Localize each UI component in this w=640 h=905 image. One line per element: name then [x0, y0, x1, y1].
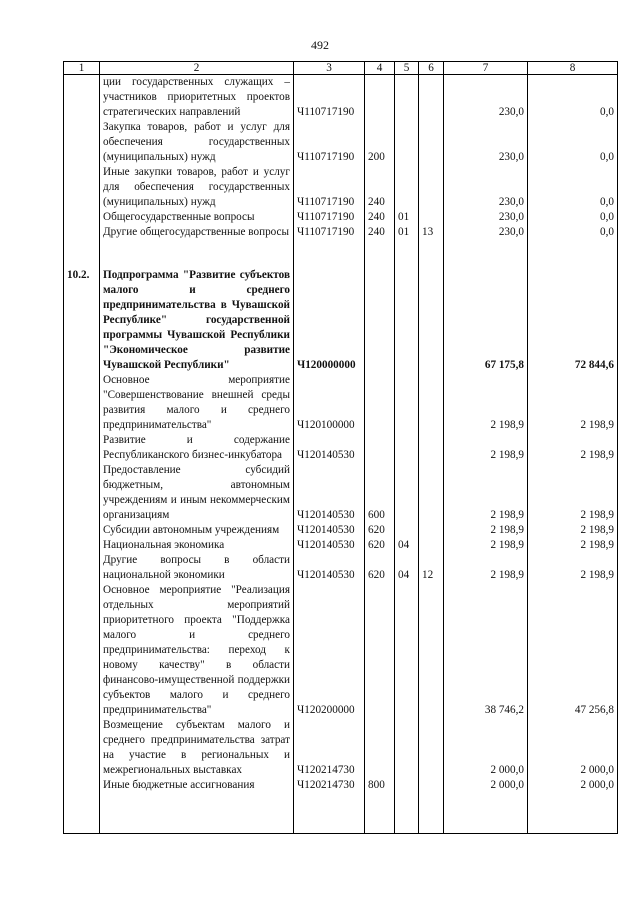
row-name: Развитие и содержание Республиканского бизнес-инкубатора	[100, 433, 294, 463]
table-row	[64, 268, 618, 373]
expense-type: 240	[365, 210, 395, 225]
sum-col-8: 0,0	[528, 165, 618, 210]
subsection: 13	[419, 225, 444, 240]
expense-type: 240	[365, 165, 395, 210]
expense-type	[365, 75, 395, 121]
row-number	[64, 553, 100, 583]
row-number	[64, 225, 100, 240]
section	[395, 523, 419, 538]
subsection	[419, 373, 444, 433]
col-header: 1	[64, 62, 100, 75]
expense-type: 600	[365, 463, 395, 523]
col-header: 2	[100, 62, 294, 75]
subsection	[419, 268, 444, 373]
row-name: Национальная экономика	[100, 538, 294, 553]
budget-table	[63, 61, 618, 834]
expense-type	[365, 433, 395, 463]
section	[395, 120, 419, 165]
sum-col-7: 2 000,0	[444, 778, 528, 793]
target-code: Ч120214730	[294, 718, 365, 778]
row-number	[64, 778, 100, 793]
col-header: 6	[419, 62, 444, 75]
sum-col-8: 72 844,6	[528, 268, 618, 373]
row-name: Возмещение субъектам малого и среднего предпринимательства затрат на участие в региональных и межрегиональных выставках	[100, 718, 294, 778]
row-number	[64, 583, 100, 718]
table-row	[64, 225, 618, 240]
subsection: 12	[419, 553, 444, 583]
row-number	[64, 523, 100, 538]
section	[395, 433, 419, 463]
row-name: Закупка товаров, работ и услуг для обеспечения государственных (муниципальных) нужд	[100, 120, 294, 165]
sum-col-7: 2 198,9	[444, 553, 528, 583]
sum-col-7: 2 198,9	[444, 433, 528, 463]
subsection	[419, 165, 444, 210]
expense-type	[365, 268, 395, 373]
table-row	[64, 523, 618, 538]
sum-col-8: 0,0	[528, 210, 618, 225]
row-number	[64, 718, 100, 778]
subsection	[419, 538, 444, 553]
sum-col-7: 230,0	[444, 75, 528, 121]
section	[395, 583, 419, 718]
sum-col-7: 230,0	[444, 165, 528, 210]
page-number: 492	[311, 38, 329, 52]
col-header: 4	[365, 62, 395, 75]
target-code: Ч120140530	[294, 553, 365, 583]
table-row	[64, 553, 618, 583]
row-name: Общегосударственные вопросы	[100, 210, 294, 225]
sum-col-8: 2 198,9	[528, 373, 618, 433]
subsection	[419, 523, 444, 538]
sum-col-8: 2 198,9	[528, 553, 618, 583]
row-number	[64, 120, 100, 165]
sum-col-8: 0,0	[528, 120, 618, 165]
row-name: ции государственных служащих – участников приоритетных проектов стратегических направлений	[100, 75, 294, 121]
table-row	[64, 75, 618, 121]
sum-col-8: 2 000,0	[528, 778, 618, 793]
sum-col-7: 67 175,8	[444, 268, 528, 373]
expense-type	[365, 373, 395, 433]
expense-type: 620	[365, 538, 395, 553]
sum-col-7: 38 746,2	[444, 583, 528, 718]
target-code: Ч120140530	[294, 538, 365, 553]
subsection	[419, 120, 444, 165]
target-code: Ч120200000	[294, 583, 365, 718]
expense-type	[365, 583, 395, 718]
sum-col-7: 230,0	[444, 210, 528, 225]
row-number	[64, 463, 100, 523]
target-code: Ч120140530	[294, 463, 365, 523]
sum-col-7: 2 198,9	[444, 523, 528, 538]
row-name: Подпрограмма "Развитие субъектов малого и среднего предпринимательства в Чувашской Республике" государственной программы Чувашской Республики "Экономическое развитие Чувашской Республики"	[100, 268, 294, 373]
section	[395, 718, 419, 778]
table-row	[64, 210, 618, 225]
sum-col-7: 2 198,9	[444, 538, 528, 553]
table-row	[64, 433, 618, 463]
section: 04	[395, 538, 419, 553]
table-row	[64, 463, 618, 523]
target-code: Ч110717190	[294, 165, 365, 210]
target-code: Ч120140530	[294, 523, 365, 538]
sum-col-7: 2 198,9	[444, 373, 528, 433]
expense-type: 620	[365, 553, 395, 583]
expense-type: 200	[365, 120, 395, 165]
row-number	[64, 373, 100, 433]
section	[395, 778, 419, 793]
subsection	[419, 433, 444, 463]
sum-col-8: 2 000,0	[528, 718, 618, 778]
target-code: Ч120140530	[294, 433, 365, 463]
subsection	[419, 75, 444, 121]
section	[395, 463, 419, 523]
subsection	[419, 583, 444, 718]
sum-col-8: 2 198,9	[528, 463, 618, 523]
spacer-row	[64, 240, 618, 268]
section	[395, 75, 419, 121]
target-code: Ч110717190	[294, 75, 365, 121]
row-name: Другие общегосударственные вопросы	[100, 225, 294, 240]
target-code: Ч110717190	[294, 225, 365, 240]
sum-col-8: 2 198,9	[528, 433, 618, 463]
row-number	[64, 165, 100, 210]
table-row	[64, 718, 618, 778]
sum-col-7: 2 198,9	[444, 463, 528, 523]
row-number	[64, 538, 100, 553]
target-code: Ч120000000	[294, 268, 365, 373]
row-name: Основное мероприятие "Совершенствование внешней среды развития малого и среднего предпринимательства"	[100, 373, 294, 433]
section: 04	[395, 553, 419, 583]
target-code: Ч110717190	[294, 120, 365, 165]
expense-type: 800	[365, 778, 395, 793]
row-number: 10.2.	[64, 268, 100, 373]
table-row	[64, 538, 618, 553]
target-code: Ч120214730	[294, 778, 365, 793]
expense-type: 620	[365, 523, 395, 538]
target-code: Ч110717190	[294, 210, 365, 225]
row-name: Другие вопросы в области национальной экономики	[100, 553, 294, 583]
col-header: 8	[528, 62, 618, 75]
table-row	[64, 373, 618, 433]
row-name: Субсидии автономным учреждениям	[100, 523, 294, 538]
sum-col-7: 230,0	[444, 225, 528, 240]
section	[395, 268, 419, 373]
expense-type	[365, 718, 395, 778]
sum-col-8: 0,0	[528, 75, 618, 121]
table-header-row	[64, 62, 618, 75]
sum-col-7: 230,0	[444, 120, 528, 165]
subsection	[419, 718, 444, 778]
subsection	[419, 210, 444, 225]
section	[395, 165, 419, 210]
col-header: 5	[395, 62, 419, 75]
col-header: 3	[294, 62, 365, 75]
target-code: Ч120100000	[294, 373, 365, 433]
col-header: 7	[444, 62, 528, 75]
subsection	[419, 778, 444, 793]
row-name: Основное мероприятие "Реализация отдельных мероприятий приоритетного проекта "Поддержка малого и среднего предпринимательства: переход к новому качеству" в области финансово-имущественной поддержки субъектов малого и среднего предпринимательства"	[100, 583, 294, 718]
row-number	[64, 75, 100, 121]
table-row	[64, 165, 618, 210]
sum-col-8: 2 198,9	[528, 538, 618, 553]
row-number	[64, 210, 100, 225]
continuation-row	[64, 793, 618, 834]
table-row	[64, 583, 618, 718]
row-name: Предоставление субсидий бюджетным, автономным учреждениям и иным некоммерческим организациям	[100, 463, 294, 523]
row-name: Иные закупки товаров, работ и услуг для обеспечения государственных (муниципальных) нужд	[100, 165, 294, 210]
row-number	[64, 433, 100, 463]
sum-col-8: 0,0	[528, 225, 618, 240]
subsection	[419, 463, 444, 523]
sum-col-7: 2 000,0	[444, 718, 528, 778]
row-name: Иные бюджетные ассигнования	[100, 778, 294, 793]
sum-col-8: 2 198,9	[528, 523, 618, 538]
table-row	[64, 778, 618, 793]
section: 01	[395, 225, 419, 240]
table-row	[64, 120, 618, 165]
section: 01	[395, 210, 419, 225]
expense-type: 240	[365, 225, 395, 240]
sum-col-8: 47 256,8	[528, 583, 618, 718]
section	[395, 373, 419, 433]
